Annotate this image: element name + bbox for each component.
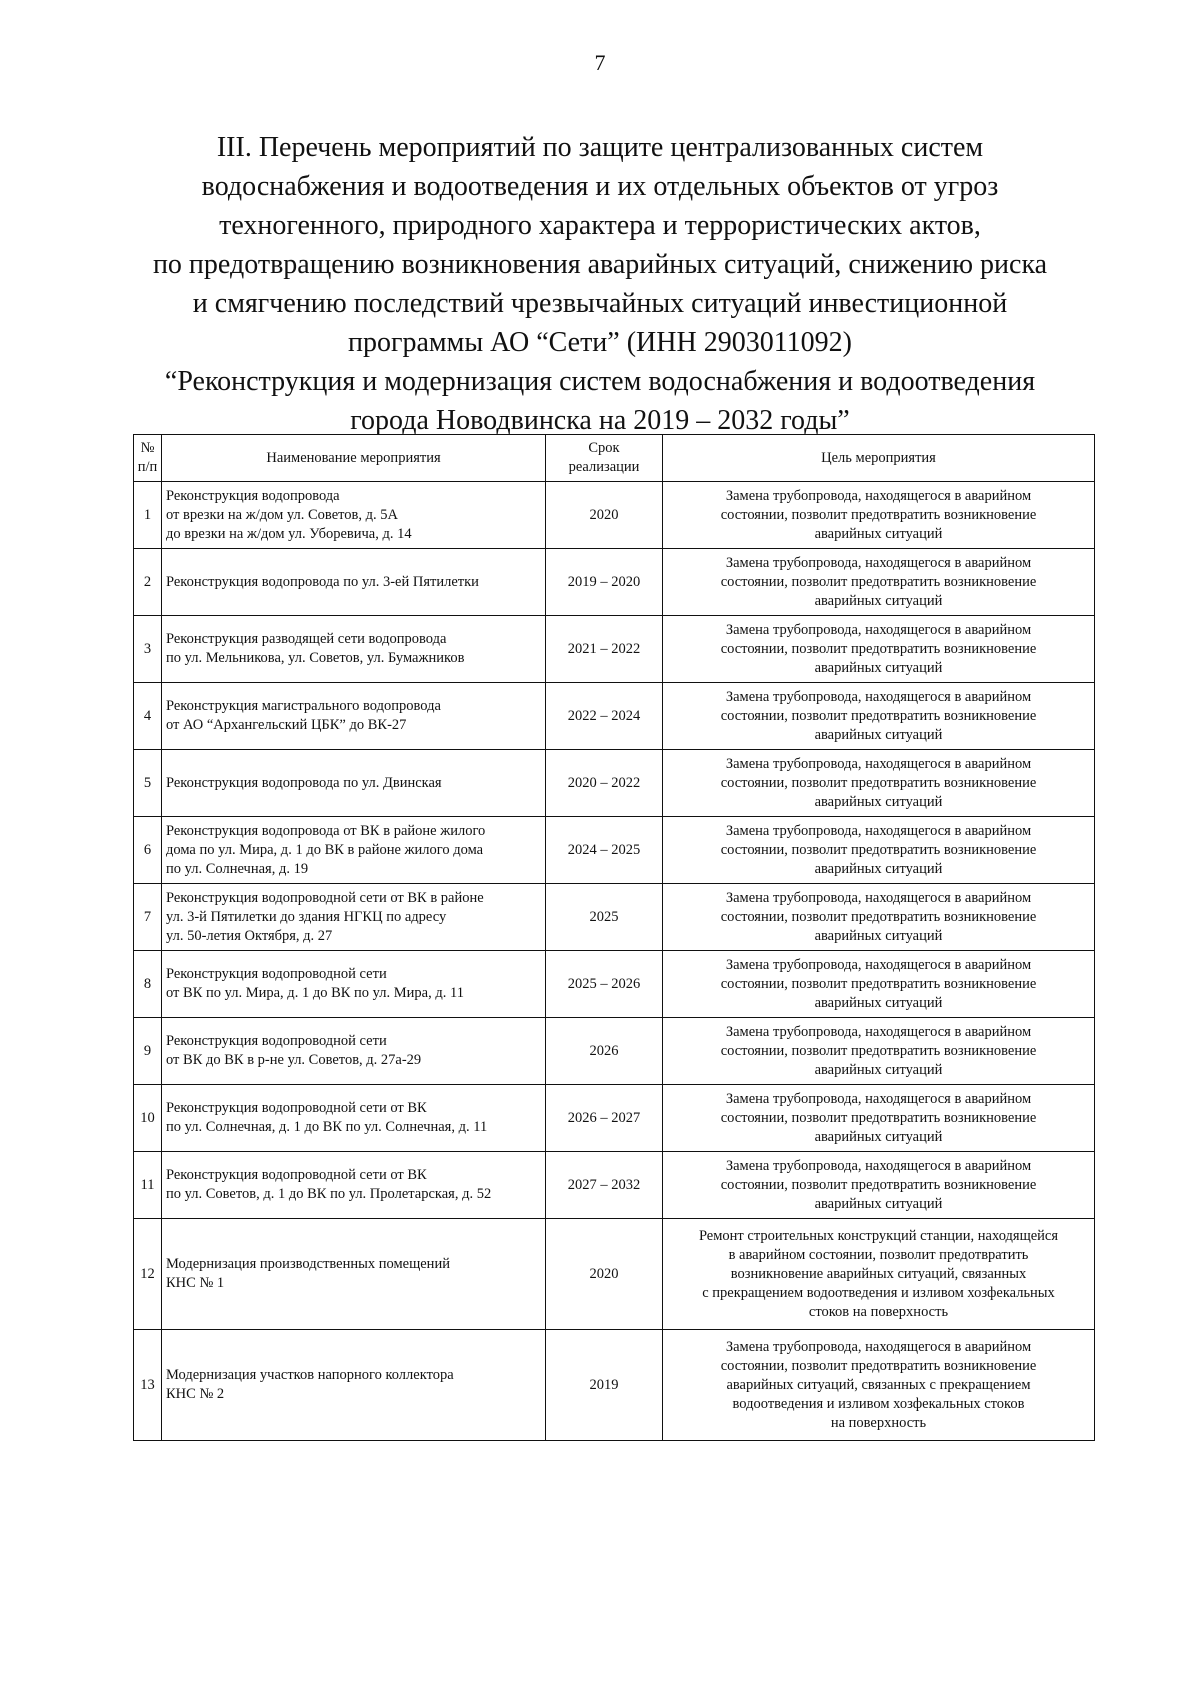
- cell-goal: [663, 1018, 1095, 1085]
- measure-name-line: Модернизация участков напорного коллектора: [166, 1367, 454, 1383]
- measure-name-line: Реконструкция магистрального водопровода: [166, 698, 441, 714]
- measure-name-line: по ул. Советов, д. 1 до ВК по ул. Пролетарская, д. 52: [166, 1186, 492, 1202]
- table-row: [134, 817, 1095, 884]
- goal-line: аварийных ситуаций, связанных с прекращением: [726, 1376, 1031, 1393]
- cell-measure-name: [162, 884, 546, 951]
- measure-name-line: по ул. Мельникова, ул. Советов, ул. Бумажников: [166, 650, 465, 666]
- goal-line: состоянии, позволит предотвратить возникновение: [720, 1357, 1037, 1374]
- header-term: [546, 435, 663, 482]
- cell-term: 2025 – 2026: [546, 951, 663, 1018]
- cell-measure-name: [162, 1152, 546, 1219]
- goal-line: Замена трубопровода, находящегося в аварийном: [725, 487, 1032, 504]
- goal-line: водоотведения и изливом хозфекальных стоков: [732, 1395, 1025, 1412]
- goal-line: Замена трубопровода, находящегося в аварийном: [725, 554, 1032, 571]
- measure-name-line: Реконструкция водопровода по ул. Двинская: [166, 774, 442, 791]
- table-row: [134, 1085, 1095, 1152]
- cell-number: 11: [134, 1152, 162, 1219]
- goal-line: аварийных ситуаций: [814, 592, 943, 609]
- cell-measure-name: [162, 683, 546, 750]
- goal-line: Замена трубопровода, находящегося в аварийном: [725, 822, 1032, 839]
- goal-line: состоянии, позволит предотвратить возникновение: [720, 506, 1037, 523]
- measure-name-line: от АО “Архангельский ЦБК” до ВК-27: [166, 717, 407, 733]
- document-heading: [100, 128, 1100, 440]
- table-header-row: [134, 435, 1095, 482]
- goal-line: Замена трубопровода, находящегося в аварийном: [725, 1023, 1032, 1040]
- measure-name-line: Реконструкция водопровода по ул. 3-ей Пятилетки: [166, 573, 479, 590]
- heading-line: и смягчению последствий чрезвычайных ситуаций инвестиционной: [192, 288, 1008, 319]
- cell-measure-name: [162, 1018, 546, 1085]
- goal-line: Замена трубопровода, находящегося в аварийном: [725, 1090, 1032, 1107]
- cell-term: 2024 – 2025: [546, 817, 663, 884]
- goal-line: Замена трубопровода, находящегося в аварийном: [725, 1157, 1032, 1174]
- measure-name-line: ул. 3-й Пятилетки до здания НГКЦ по адресу: [166, 908, 447, 925]
- goal-line: Замена трубопровода, находящегося в аварийном: [725, 755, 1032, 772]
- goal-line: в аварийном состоянии, позволит предотвратить: [728, 1246, 1029, 1263]
- goal-line: состоянии, позволит предотвратить возникновение: [720, 573, 1037, 590]
- cell-term: 2026: [546, 1018, 663, 1085]
- cell-term: 2019 – 2020: [546, 549, 663, 616]
- cell-number: 12: [134, 1219, 162, 1330]
- table-row: [134, 616, 1095, 683]
- measure-name-line: Реконструкция водопровода: [166, 487, 340, 504]
- cell-goal: [663, 951, 1095, 1018]
- goal-line: состоянии, позволит предотвратить возникновение: [720, 640, 1037, 657]
- cell-term: 2019: [546, 1330, 663, 1441]
- table-row: [134, 683, 1095, 750]
- header-number-line: №: [140, 440, 155, 456]
- goal-line: состоянии, позволит предотвратить возникновение: [720, 1176, 1037, 1193]
- header-term-line: реализации: [568, 459, 640, 475]
- cell-measure-name: [162, 1330, 546, 1441]
- measure-name-line: Реконструкция водопроводной сети от ВК: [166, 1100, 427, 1116]
- header-name: Наименование мероприятия: [162, 435, 546, 482]
- goal-line: состоянии, позволит предотвратить возникновение: [720, 908, 1037, 925]
- goal-line: аварийных ситуаций: [814, 1195, 943, 1212]
- cell-number: 5: [134, 750, 162, 817]
- measure-name-line: Реконструкция водопроводной сети от ВК: [166, 1167, 427, 1183]
- goal-line: Ремонт строительных конструкций станции, находящейся: [698, 1227, 1059, 1244]
- header-number-line: п/п: [137, 459, 158, 475]
- cell-number: 4: [134, 683, 162, 750]
- heading-line: программы АО “Сети” (ИНН 2903011092): [348, 327, 852, 358]
- goal-line: аварийных ситуаций: [814, 927, 943, 944]
- table-row: [134, 482, 1095, 549]
- measure-name-line: Реконструкция разводящей сети водопровода: [166, 631, 447, 647]
- cell-measure-name: [162, 1219, 546, 1330]
- cell-term: 2020: [546, 482, 663, 549]
- goal-line: аварийных ситуаций: [814, 994, 943, 1011]
- cell-measure-name: [162, 549, 546, 616]
- goal-line: возникновение аварийных ситуаций, связанных: [730, 1265, 1027, 1282]
- goal-line: Замена трубопровода, находящегося в аварийном: [725, 621, 1032, 638]
- table-row: [134, 884, 1095, 951]
- cell-number: 9: [134, 1018, 162, 1085]
- heading-line: города Новодвинска на 2019 – 2032 годы”: [350, 405, 850, 436]
- cell-measure-name: [162, 750, 546, 817]
- table-row: [134, 1152, 1095, 1219]
- cell-term: 2025: [546, 884, 663, 951]
- goal-line: на поверхность: [830, 1414, 927, 1431]
- cell-goal: [663, 616, 1095, 683]
- measure-name-line: до врезки на ж/дом ул. Уборевича, д. 14: [166, 525, 412, 542]
- measure-name-line: от ВК по ул. Мира, д. 1 до ВК по ул. Мира, д. 11: [166, 985, 464, 1001]
- heading-line: “Реконструкция и модернизация систем водоснабжения и водоотведения: [164, 366, 1036, 397]
- cell-number: 6: [134, 817, 162, 884]
- goal-line: аварийных ситуаций: [814, 525, 943, 542]
- goal-line: стоков на поверхность: [808, 1303, 949, 1320]
- cell-goal: [663, 683, 1095, 750]
- cell-term: 2022 – 2024: [546, 683, 663, 750]
- table-row: [134, 1219, 1095, 1330]
- cell-measure-name: [162, 951, 546, 1018]
- cell-term: 2020: [546, 1219, 663, 1330]
- goal-line: Замена трубопровода, находящегося в аварийном: [725, 889, 1032, 906]
- table-row: [134, 1330, 1095, 1441]
- cell-term: 2021 – 2022: [546, 616, 663, 683]
- goal-line: аварийных ситуаций: [814, 726, 943, 743]
- cell-goal: [663, 1219, 1095, 1330]
- goal-line: Замена трубопровода, находящегося в аварийном: [725, 1338, 1032, 1355]
- goal-line: аварийных ситуаций: [814, 793, 943, 810]
- header-number: [134, 435, 162, 482]
- measure-name-line: Реконструкция водопроводной сети: [166, 966, 387, 982]
- cell-number: 10: [134, 1085, 162, 1152]
- page-number: 7: [594, 50, 606, 75]
- goal-line: аварийных ситуаций: [814, 1128, 943, 1145]
- goal-line: аварийных ситуаций: [814, 860, 943, 877]
- measure-name-line: Модернизация производственных помещений: [166, 1256, 450, 1272]
- goal-line: с прекращением водоотведения и изливом хозфекальных: [702, 1284, 1055, 1301]
- table-row: [134, 1018, 1095, 1085]
- cell-number: 2: [134, 549, 162, 616]
- heading-line: водоснабжения и водоотведения и их отдельных объектов от угроз: [201, 171, 999, 202]
- goal-line: состоянии, позволит предотвратить возникновение: [720, 707, 1037, 724]
- cell-goal: [663, 1085, 1095, 1152]
- measure-name-line: от ВК до ВК в р-не ул. Советов, д. 27а-29: [166, 1052, 422, 1068]
- goal-line: состоянии, позволит предотвратить возникновение: [720, 774, 1037, 791]
- cell-goal: [663, 1152, 1095, 1219]
- goal-line: состоянии, позволит предотвратить возникновение: [720, 1109, 1037, 1126]
- heading-line: по предотвращению возникновения аварийных ситуаций, снижению риска: [152, 249, 1048, 280]
- table-row: [134, 549, 1095, 616]
- table-row: [134, 951, 1095, 1018]
- cell-goal: [663, 884, 1095, 951]
- goal-line: аварийных ситуаций: [814, 1061, 943, 1078]
- cell-number: 7: [134, 884, 162, 951]
- cell-term: 2026 – 2027: [546, 1085, 663, 1152]
- goal-line: Замена трубопровода, находящегося в аварийном: [725, 688, 1032, 705]
- heading-line: техногенного, природного характера и террористических актов,: [219, 210, 981, 241]
- measure-name-line: Реконструкция водопроводной сети: [166, 1033, 387, 1049]
- cell-goal: [663, 1330, 1095, 1441]
- measures-table: [133, 434, 1095, 1441]
- header-term-line: Срок: [588, 440, 620, 456]
- cell-term: 2020 – 2022: [546, 750, 663, 817]
- table-row: [134, 750, 1095, 817]
- measure-name-line: Реконструкция водопроводной сети от ВК в районе: [166, 889, 484, 906]
- cell-number: 1: [134, 482, 162, 549]
- goal-line: аварийных ситуаций: [814, 659, 943, 676]
- measure-name-line: дома по ул. Мира, д. 1 до ВК в районе жилого дома: [166, 841, 484, 858]
- cell-goal: [663, 482, 1095, 549]
- measure-name-line: Реконструкция водопровода от ВК в районе жилого: [166, 822, 486, 839]
- measure-name-line: по ул. Солнечная, д. 1 до ВК по ул. Солнечная, д. 11: [166, 1119, 488, 1135]
- table-body: [134, 482, 1095, 1441]
- goal-line: состоянии, позволит предотвратить возникновение: [720, 1042, 1037, 1059]
- measure-name-line: по ул. Солнечная, д. 19: [166, 860, 309, 877]
- cell-goal: [663, 817, 1095, 884]
- measure-name-line: от врезки на ж/дом ул. Советов, д. 5А: [166, 506, 398, 523]
- cell-term: 2027 – 2032: [546, 1152, 663, 1219]
- cell-goal: [663, 750, 1095, 817]
- cell-measure-name: [162, 616, 546, 683]
- header-goal: Цель мероприятия: [663, 435, 1095, 482]
- measure-name-line: КНС № 1: [166, 1275, 225, 1291]
- cell-measure-name: [162, 817, 546, 884]
- measure-name-line: КНС № 2: [166, 1386, 225, 1402]
- cell-measure-name: [162, 482, 546, 549]
- cell-number: 3: [134, 616, 162, 683]
- cell-goal: [663, 549, 1095, 616]
- heading-line: III. Перечень мероприятий по защите централизованных систем: [216, 132, 984, 163]
- goal-line: Замена трубопровода, находящегося в аварийном: [725, 956, 1032, 973]
- cell-measure-name: [162, 1085, 546, 1152]
- goal-line: состоянии, позволит предотвратить возникновение: [720, 975, 1037, 992]
- measure-name-line: ул. 50-летия Октября, д. 27: [166, 927, 333, 944]
- goal-line: состоянии, позволит предотвратить возникновение: [720, 841, 1037, 858]
- cell-number: 8: [134, 951, 162, 1018]
- cell-number: 13: [134, 1330, 162, 1441]
